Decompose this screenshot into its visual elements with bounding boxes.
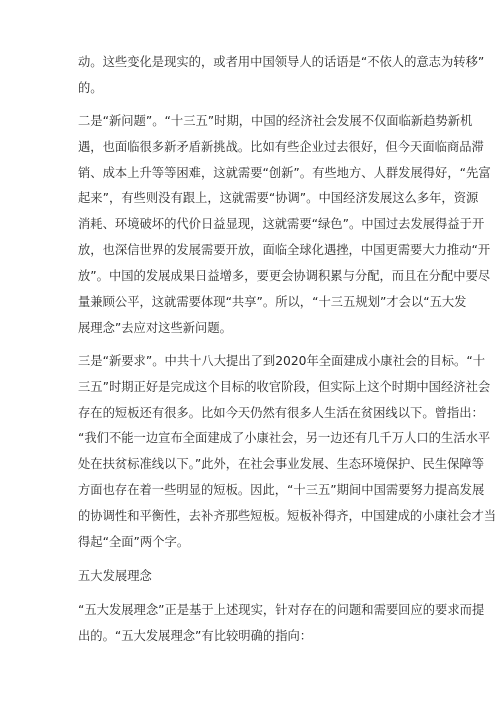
- text-line: 二是“新问题”。“十三五”时期，中国的经济社会发展不仅面临新趋势新机: [78, 113, 473, 128]
- text-line: 动。这些变化是现实的，或者用中国领导人的话语是“不依人的意志为转移”: [78, 55, 485, 69]
- text-line: 放，也深信世界的发展需要开放，面临全球化遇挫，中国更需要大力推动“开: [78, 243, 491, 258]
- text-line: 三五”时期正好是完成这个目标的收官阶段，但实际上这个时期中国经济社会: [78, 379, 491, 394]
- text-line: 三是“新要求”。中共十八大提出了到2020年全面建成小康社会的目标。“十: [78, 353, 486, 368]
- text-line: 消耗、环境破坏的代价日益显现，这就需要“绿色”。中国过去发展得益于开: [78, 217, 485, 232]
- text-line: 展理念”去应对这些新问题。: [78, 320, 232, 335]
- paragraph: [78, 50, 485, 102]
- text-line: 得起“全面”两个字。: [78, 535, 190, 550]
- text-line: 遇，也面临很多新矛盾新挑战。比如有些企业过去很好，但今天面临商品滞: [78, 139, 484, 154]
- paragraph: [78, 598, 485, 650]
- text-line: 的。: [78, 80, 103, 95]
- text-line: 销、成本上升等等困难，这就需要“创新”。有些地方、人群发展得好，“先富: [78, 165, 491, 180]
- text-line: 放”。中国的发展成果日益增多，要更会协调积累与分配，而且在分配中要尽: [78, 269, 491, 284]
- text-line: “我们不能一边宣布全面建成了小康社会，另一边还有几千万人口的生活水平: [78, 431, 491, 446]
- text-line: 的协调性和平衡性，去补齐那些短板。短板补得齐，中国建成的小康社会才当: [78, 509, 497, 524]
- text-line: 出的。“五大发展理念”有比较明确的指向：: [78, 628, 313, 643]
- document-page: [78, 50, 497, 650]
- text-line: “五大发展理念”正是基于上述现实，针对存在的问题和需要回应的要求而提: [78, 602, 485, 617]
- paragraph: [78, 109, 491, 342]
- text-line: 起来”，有些则没有跟上，这就需要“协调”。中国经济发展这么多年，资源: [78, 191, 479, 206]
- text-line: 方面也存在着一些明显的短板。因此，“十三五”期间中国需要努力提高发展: [78, 483, 485, 498]
- paragraph: [78, 349, 497, 556]
- text-line: 存在的短板还有很多。比如今天仍然有很多人生活在贫困线以下。曾指出：: [78, 405, 484, 420]
- text-line: 处在扶贫标准线以下。”此外，在社会事业发展、生态环境保护、民生保障等: [78, 457, 485, 472]
- text-line: 量兼顾公平，这就需要体现“共享”。所以，“十三五规划”才会以“五大发: [78, 295, 467, 310]
- section-heading: 五大发展理念: [78, 568, 152, 583]
